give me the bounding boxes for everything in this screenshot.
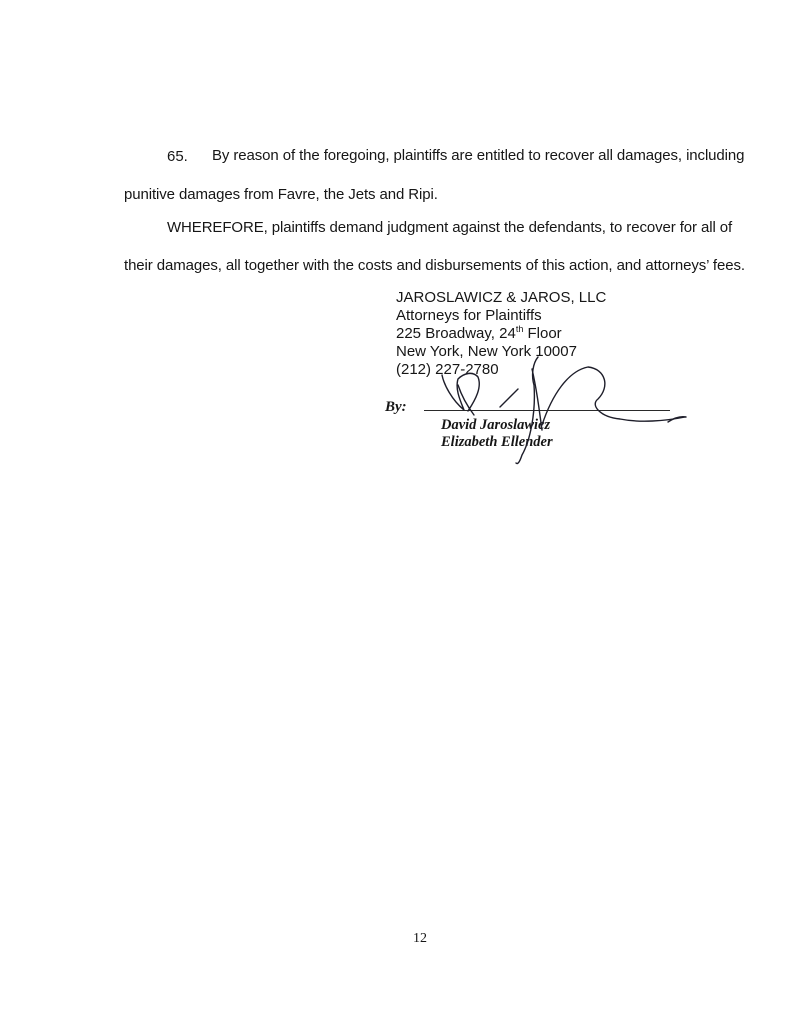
city-address: New York, New York 10007 (396, 343, 577, 360)
signer-name: Elizabeth Ellender (441, 434, 553, 450)
wherefore-clause-line-2: their damages, all together with the costs and disbursements of this action, and attorneys’ fees. (124, 257, 745, 274)
phone-number: (212) 227-2780 (396, 361, 499, 378)
handwritten-signature (440, 355, 690, 465)
wherefore-clause-line-1: WHEREFORE, plaintiffs demand judgment against the defendants, to recover for all of (167, 219, 733, 236)
attorney-role: Attorneys for Plaintiffs (396, 307, 542, 324)
signer-name: David Jaroslawicz (441, 417, 551, 433)
paragraph-number: 65. (167, 148, 188, 165)
page-number: 12 (413, 931, 427, 946)
paragraph-65-line-2: punitive damages from Favre, the Jets and Ripi. (124, 186, 438, 203)
paragraph-65-line-1: By reason of the foregoing, plaintiffs are entitled to recover all damages, including (212, 147, 745, 164)
by-label: By: (385, 399, 407, 415)
street-address: 225 Broadway, 24th Floor (396, 324, 562, 342)
firm-name: JAROSLAWICZ & JAROS, LLC (396, 289, 607, 306)
